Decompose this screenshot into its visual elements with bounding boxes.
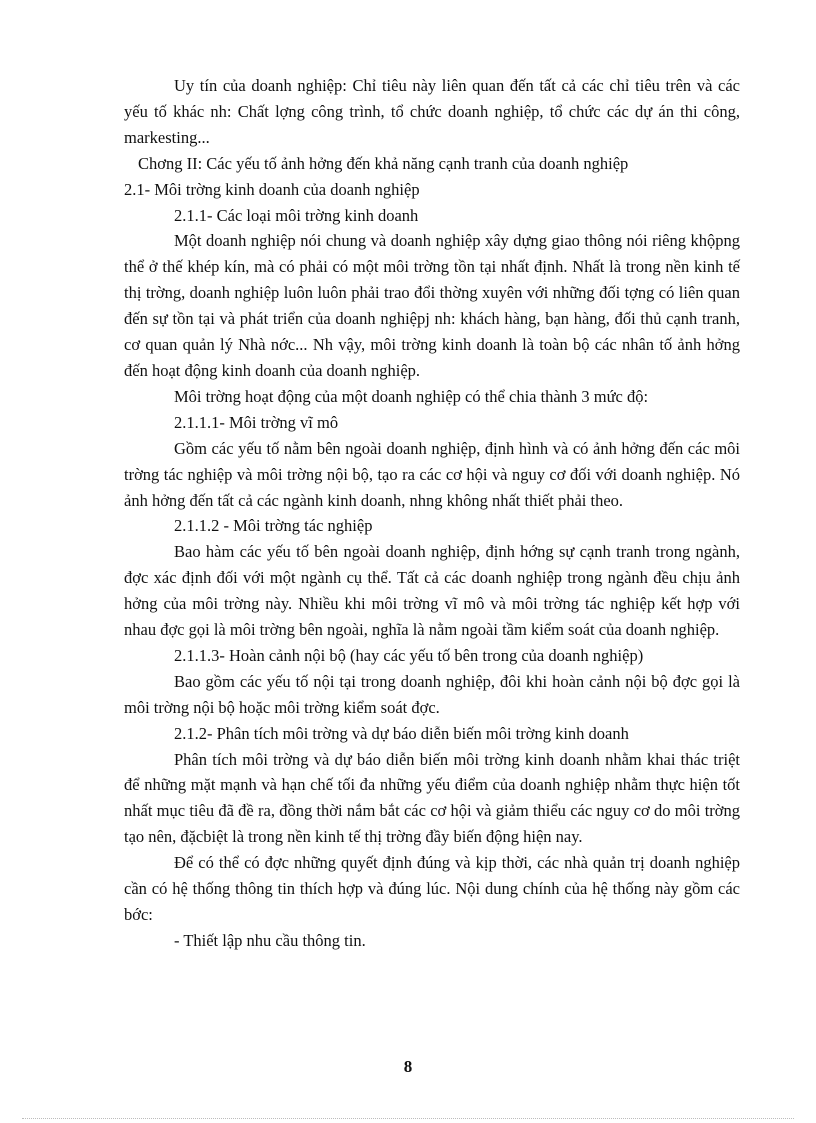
section-heading: 2.1- Môi trờng kinh doanh của doanh nghiệp (124, 179, 420, 199)
subsection-heading: 2.1.1.2 - Môi trờng tác nghiệp (174, 516, 373, 536)
subsection-heading: 2.1.2- Phân tích môi trờng và dự báo diễn biến môi trờng kinh doanh (174, 723, 629, 743)
body-paragraph: Bao gồm các yếu tố nội tại trong doanh nghiệp, đôi khi hoàn cảnh nội bộ đợc gọi là môi trờng nội bộ hoặc môi trờng kiểm soát đợc. (124, 671, 740, 717)
body-paragraph: Môi trờng hoạt động của một doanh nghiệp có thể chia thành 3 mức độ: (174, 386, 649, 406)
chapter-heading: Chơng II: Các yếu tố ảnh hởng đến khả năng cạnh tranh của doanh nghiệp (138, 153, 629, 173)
body-paragraph: Gồm các yếu tố nằm bên ngoài doanh nghiệp, định hình và có ảnh hởng đến các môi trờng tác nghiệp và môi trờng nội bộ, tạo ra các cơ hội và nguy cơ đối với doanh nghiệp. Nó ảnh hởng đến tất cả các ngành kinh doanh, nhng không nhất thiết phải theo. (124, 438, 740, 510)
page-border-dots (22, 1118, 794, 1119)
body-paragraph: Để có thể có đợc những quyết định đúng và kịp thời, các nhà quản trị doanh nghiệp cần có hệ thống thông tin thích hợp và đúng lúc. Nội dung chính của hệ thống này gồm các bớc: (124, 853, 740, 924)
page-body (124, 73, 740, 954)
body-paragraph: Bao hàm các yếu tố bên ngoài doanh nghiệp, định hớng sự cạnh tranh trong ngành, đợc xác định đối với một ngành cụ thể. Tất cả các doanh nghiệp trong ngành đều chịu ảnh hởng của môi trờng này. Nhiều khi môi trờng vĩ mô và môi trờng tác nghiệp kết hợp với nhau đợc gọi là môi trờng bên ngoài, nghĩa là nằm ngoài tầm kiểm soát của doanh nghiệp. (124, 542, 740, 640)
body-paragraph: Một doanh nghiệp nói chung và doanh nghiệp xây dựng giao thông nói riêng khộpng thể ở thế khép kín, mà có phải có một môi trờng tồn tại nhất định. Nhất là trong nền kinh tế thị trờng, doanh nghiệp luôn luôn phải trao đổi thờng xuyên với những đối tợng có liên quan đến sự tồn tại và phát triển của doanh nghiệpj nh: khách hàng, bạn hàng, đối thủ cạnh tranh, cơ quan quản lý Nhà nớc... Nh vậy, môi trờng kinh doanh là toàn bộ các nhân tố ảnh hởng đến hoạt động kinh doanh của doanh nghiệp. (124, 231, 740, 380)
page-number: 8 (403, 1057, 413, 1076)
subsection-heading: 2.1.1- Các loại môi trờng kinh doanh (174, 205, 419, 225)
subsection-heading: - Thiết lập nhu cầu thông tin. (174, 930, 366, 950)
body-paragraph: Phân tích môi trờng và dự báo diễn biến môi trờng kinh doanh nhằm khai thác triệt để những mặt mạnh và hạn chế tối đa những yếu điểm của doanh nghiệp nhằm thực hiện tốt nhất mục tiêu đã đề ra, đồng thời nắm bắt các cơ hội và giảm thiểu các nguy cơ do môi trờng tạo nên, đặcbiệt là trong nền kinh tế thị trờng đầy biến động hiện nay. (124, 749, 740, 847)
subsection-heading: 2.1.1.3- Hoàn cảnh nội bộ (hay các yếu tố bên trong của doanh nghiệp) (174, 645, 644, 665)
subsection-heading: 2.1.1.1- Môi trờng vĩ mô (174, 412, 339, 432)
body-paragraph: Uy tín của doanh nghiệp: Chỉ tiêu này liên quan đến tất cả các chỉ tiêu trên và các yếu tố khác nh: Chất lợng công trình, tổ chức doanh nghiệp, tổ chức các dự án thi công, markesting... (124, 76, 740, 147)
